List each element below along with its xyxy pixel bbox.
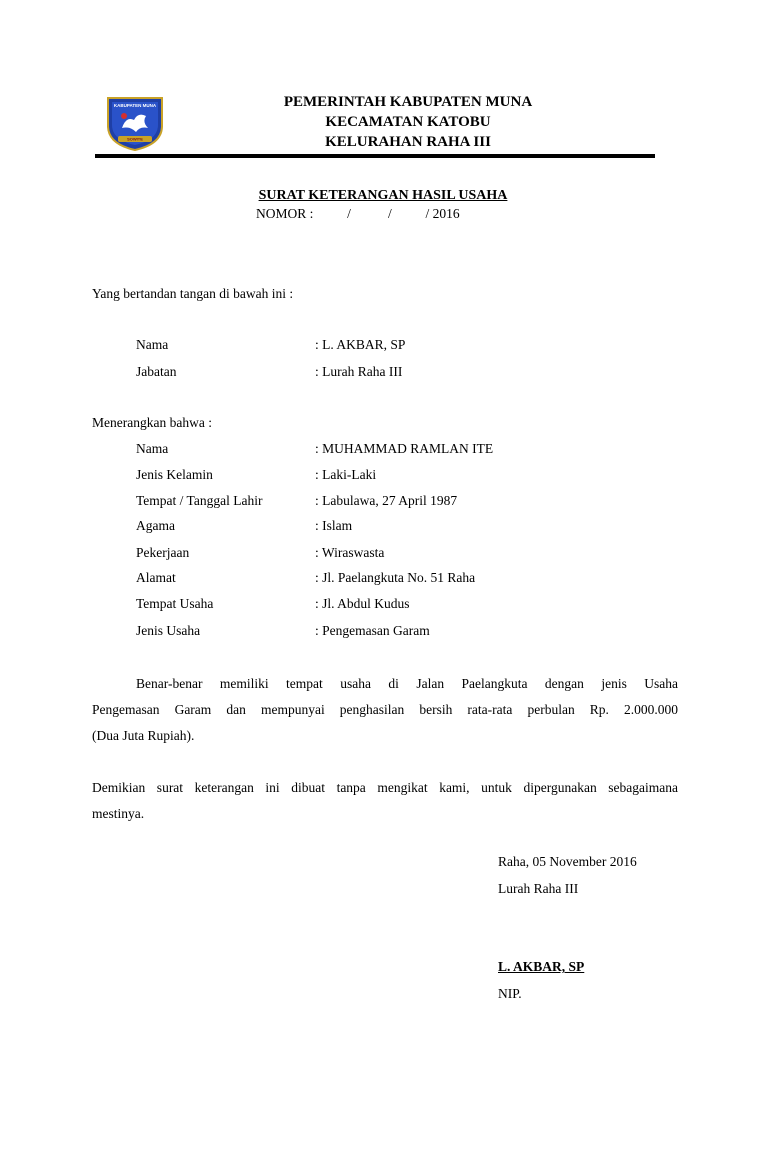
signature-position: Lurah Raha III: [498, 881, 579, 896]
intro-text: Yang bertandan tangan di bawah ini :: [92, 286, 294, 301]
subject-label: Tempat / Tanggal Lahir: [136, 493, 263, 508]
subject-label: Jenis Kelamin: [136, 467, 213, 482]
subject-value: : Jl. Abdul Kudus: [315, 596, 410, 611]
kabupaten-muna-emblem: [104, 94, 166, 152]
subject-label: Tempat Usaha: [136, 596, 214, 611]
svg-text:KABUPATEN MUNA: KABUPATEN MUNA: [113, 103, 157, 108]
signature-nip: NIP.: [498, 986, 522, 1001]
signer-label: Jabatan: [136, 364, 177, 379]
svg-text:SOWITE: SOWITE: [127, 136, 143, 142]
subject-value: : MUHAMMAD RAMLAN ITE: [315, 441, 494, 456]
signature-name: L. AKBAR, SP: [498, 959, 585, 974]
subject-value: : Labulawa, 27 April 1987: [315, 493, 458, 508]
header-government: PEMERINTAH KABUPATEN MUNA: [283, 94, 533, 110]
document-title: SURAT KETERANGAN HASIL USAHA: [258, 188, 508, 203]
subject-label: Alamat: [136, 570, 176, 585]
subject-value: : Islam: [315, 518, 353, 533]
subject-label: Pekerjaan: [136, 545, 190, 560]
body-line: Benar-benar memiliki tempat usaha di Jalan Paelangkuta dengan jenis Usaha: [136, 676, 678, 691]
body-paragraph-closing: [92, 775, 678, 827]
signer-value: : L. AKBAR, SP: [315, 337, 406, 352]
letterhead-rule: [95, 154, 655, 158]
body-line: Pengemasan Garam dan mempunyai penghasilan bersih rata-rata perbulan Rp. 2.000.000: [92, 702, 678, 717]
body-line: mestinya.: [92, 806, 145, 821]
header-village: KELURAHAN RAHA III: [325, 134, 491, 150]
subject-value: : Jl. Paelangkuta No. 51 Raha: [315, 570, 476, 585]
signature-place-date: Raha, 05 November 2016: [498, 854, 637, 869]
signer-value: : Lurah Raha III: [315, 364, 403, 379]
body-line: (Dua Juta Rupiah).: [92, 728, 195, 743]
header-district: KECAMATAN KATOBU: [325, 114, 491, 130]
subject-value: : Laki-Laki: [315, 467, 377, 482]
declare-text: Menerangkan bahwa :: [92, 415, 212, 430]
subject-value: : Pengemasan Garam: [315, 623, 430, 638]
subject-label: Jenis Usaha: [136, 623, 201, 638]
body-line: Demikian surat keterangan ini dibuat tanpa mengikat kami, untuk dipergunakan sebagaimana: [92, 780, 678, 795]
document-number: NOMOR : / / / 2016: [256, 206, 460, 221]
subject-value: : Wiraswasta: [315, 545, 385, 560]
body-paragraph-business: [92, 671, 678, 749]
subject-label: Nama: [136, 441, 169, 456]
signer-label: Nama: [136, 337, 169, 352]
subject-label: Agama: [136, 518, 175, 533]
